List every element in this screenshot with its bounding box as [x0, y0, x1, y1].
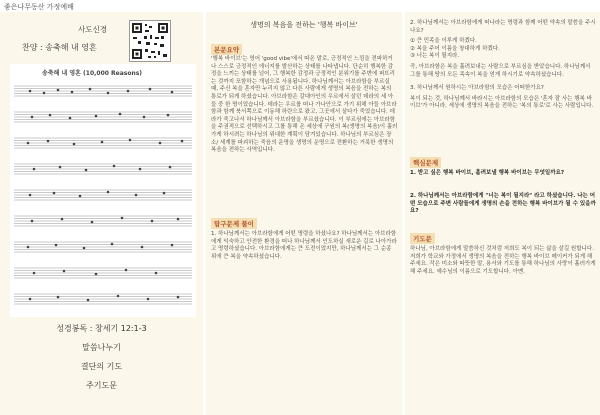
worship-order-item: 성경봉독 : 창세기 12:1-3	[56, 324, 147, 333]
worship-order-item: 주기도문	[86, 381, 117, 390]
creed-label: 사도신경	[78, 25, 107, 34]
prayer-body: 하나님, 아브라함에게 말씀하신 것처럼 저희도 복이 되는 삶을 살길 원합니다. 저희가 학교와 가정에서 생명의 복음을 전하는 행복 바이브 메이커가 되게 해 주세요. 작은 미소와 따뜻한 말, 용서와 기도를 통해 하나님의 사랑이 흘러가게 해 주세요. 예수님의 이름으로 기도합니다. 아멘.	[410, 246, 596, 275]
sermon-title: 생명의 복음을 전하는 '행복 바이브'	[250, 21, 358, 29]
worship-order-item: 말씀나누기	[82, 343, 121, 352]
worship-order-item: 결단의 기도	[80, 362, 123, 371]
question-2-answer: 즉, 아브라함은 복을 흘려보내는 사람으로 부르심을 받았습니다. 하나님께서 그를 통해 땅의 모든 족속이 복을 얻게 하시기로 약속하셨습니다.	[410, 63, 591, 78]
promise-point: ② 복을 주어 이름을 창대하게 하겠다.	[410, 45, 500, 52]
sheet-music	[10, 64, 196, 317]
summary-heading: 본문요약	[211, 44, 242, 55]
question-3-text: 3. 하나님께서 원하시는 아브라함의 모습은 어떠한가요?	[410, 85, 544, 92]
key-questions-heading: 핵심문제	[410, 157, 441, 168]
promise-point: ③ 너는 복이 될지라.	[410, 53, 460, 60]
music-staff-icon	[10, 64, 196, 317]
qr-code[interactable]	[129, 20, 171, 62]
page-header-label: 좋은나무동산 가정예배	[4, 3, 74, 11]
question-2-text: 2. 하나님께서는 아브라함에게 떠나라는 명령과 함께 어떤 약속의 말씀을 주시나요?	[410, 20, 596, 34]
key-question-2: 2. 하나님께서는 아브라함에게 "너는 복이 될지라" 라고 하셨습니다. 나는 어떤 모습으로 주변 사람들에게 생명의 손을 전하는 행복 바이브가 될 수 있을까요?	[410, 193, 596, 215]
summary-body: '행복 바이브'는 영어 'good vibe'에서 따온 말로, 긍정적인 느낌을 전파하거나 스스로 긍정적인 에너지를 발산하는 상태를 나타냅니다. 단순히 행복한 감정을 느끼는 상태를 넘어, 그 행복한 감정과 긍정적인 분위기를 주변에 퍼뜨리는 것까지 포함하는 개념으로 사용됩니다. 하나님께서는 아브라함을 부르실 때, 주신 복을 혼자만 누리지 않고 다른 사람에게 생명의 복음을 전하는 복의 통로가 되게 하셨습니다. 아브라함은 갈대아인의 우르에서 살던 데라의 세 아들 중 한 명이었습니다. 데라는 우르를 떠나 가나안으로 가기 위해 아들 아브라함과 함께 북서쪽으로 이동해 하란으로 왔고, 그곳에서 살다가 죽었습니다. 데라가 죽고나서 하나님께서 아브라함을 부르셨습니다. 이 부르심에는 아브라함을 주권적으로 선택하시고 그를 통해 온 세상에 구원의 복(생명의 복음)이 흘러가게 하시려는 하나님의 위대한 계획이 담겨있습니다. 하나님의 부르심은 장소/ 세계를 파괴하는 죽음의 운명을 생명의 운명으로 전환하는 거룩한 생명의 복음을 전하는 사역입니다.	[211, 56, 398, 154]
key-question-1: 1. 받고 싶은 행복 바이브, 흘려보낼 행복 바이브는 무엇일까요?	[410, 170, 565, 176]
qr-code-icon	[130, 21, 170, 61]
question-2	[410, 20, 596, 114]
prayer-heading: 기도문	[410, 233, 435, 244]
study-body: 1. 하나님께서는 아브라함에게 어떤 명령을 하셨나요? 하나님께서는 아브라함에게 익숙하고 안전한 환경을 떠나 하나님께서 인도하실 새로운 길로 나아가라고 명령하셨습니다. 아브라함에게는 큰 도전이었지만, 하나님께서는 그 순종 위에 큰 복을 약속하셨습니다.	[211, 231, 397, 260]
study-heading: 탐구문제 풀이	[211, 218, 257, 229]
question-3-answer: 복이 되는 것, 하나님께서 바라시는 아브라함의 모습은 '혼자 잘 사는 행복 바이브'가 아니라, 세상에 생명의 복음을 전하는 '복의 통로'로 사는 사람입니다.	[410, 95, 594, 110]
hymn-label: 찬양 : 송축해 내 영혼	[22, 43, 97, 52]
sheet-music-title: 송축해 내 영혼 (10,000 Reasons)	[42, 70, 143, 77]
promise-point: ① 큰 민족을 이루게 하겠다.	[410, 38, 477, 45]
